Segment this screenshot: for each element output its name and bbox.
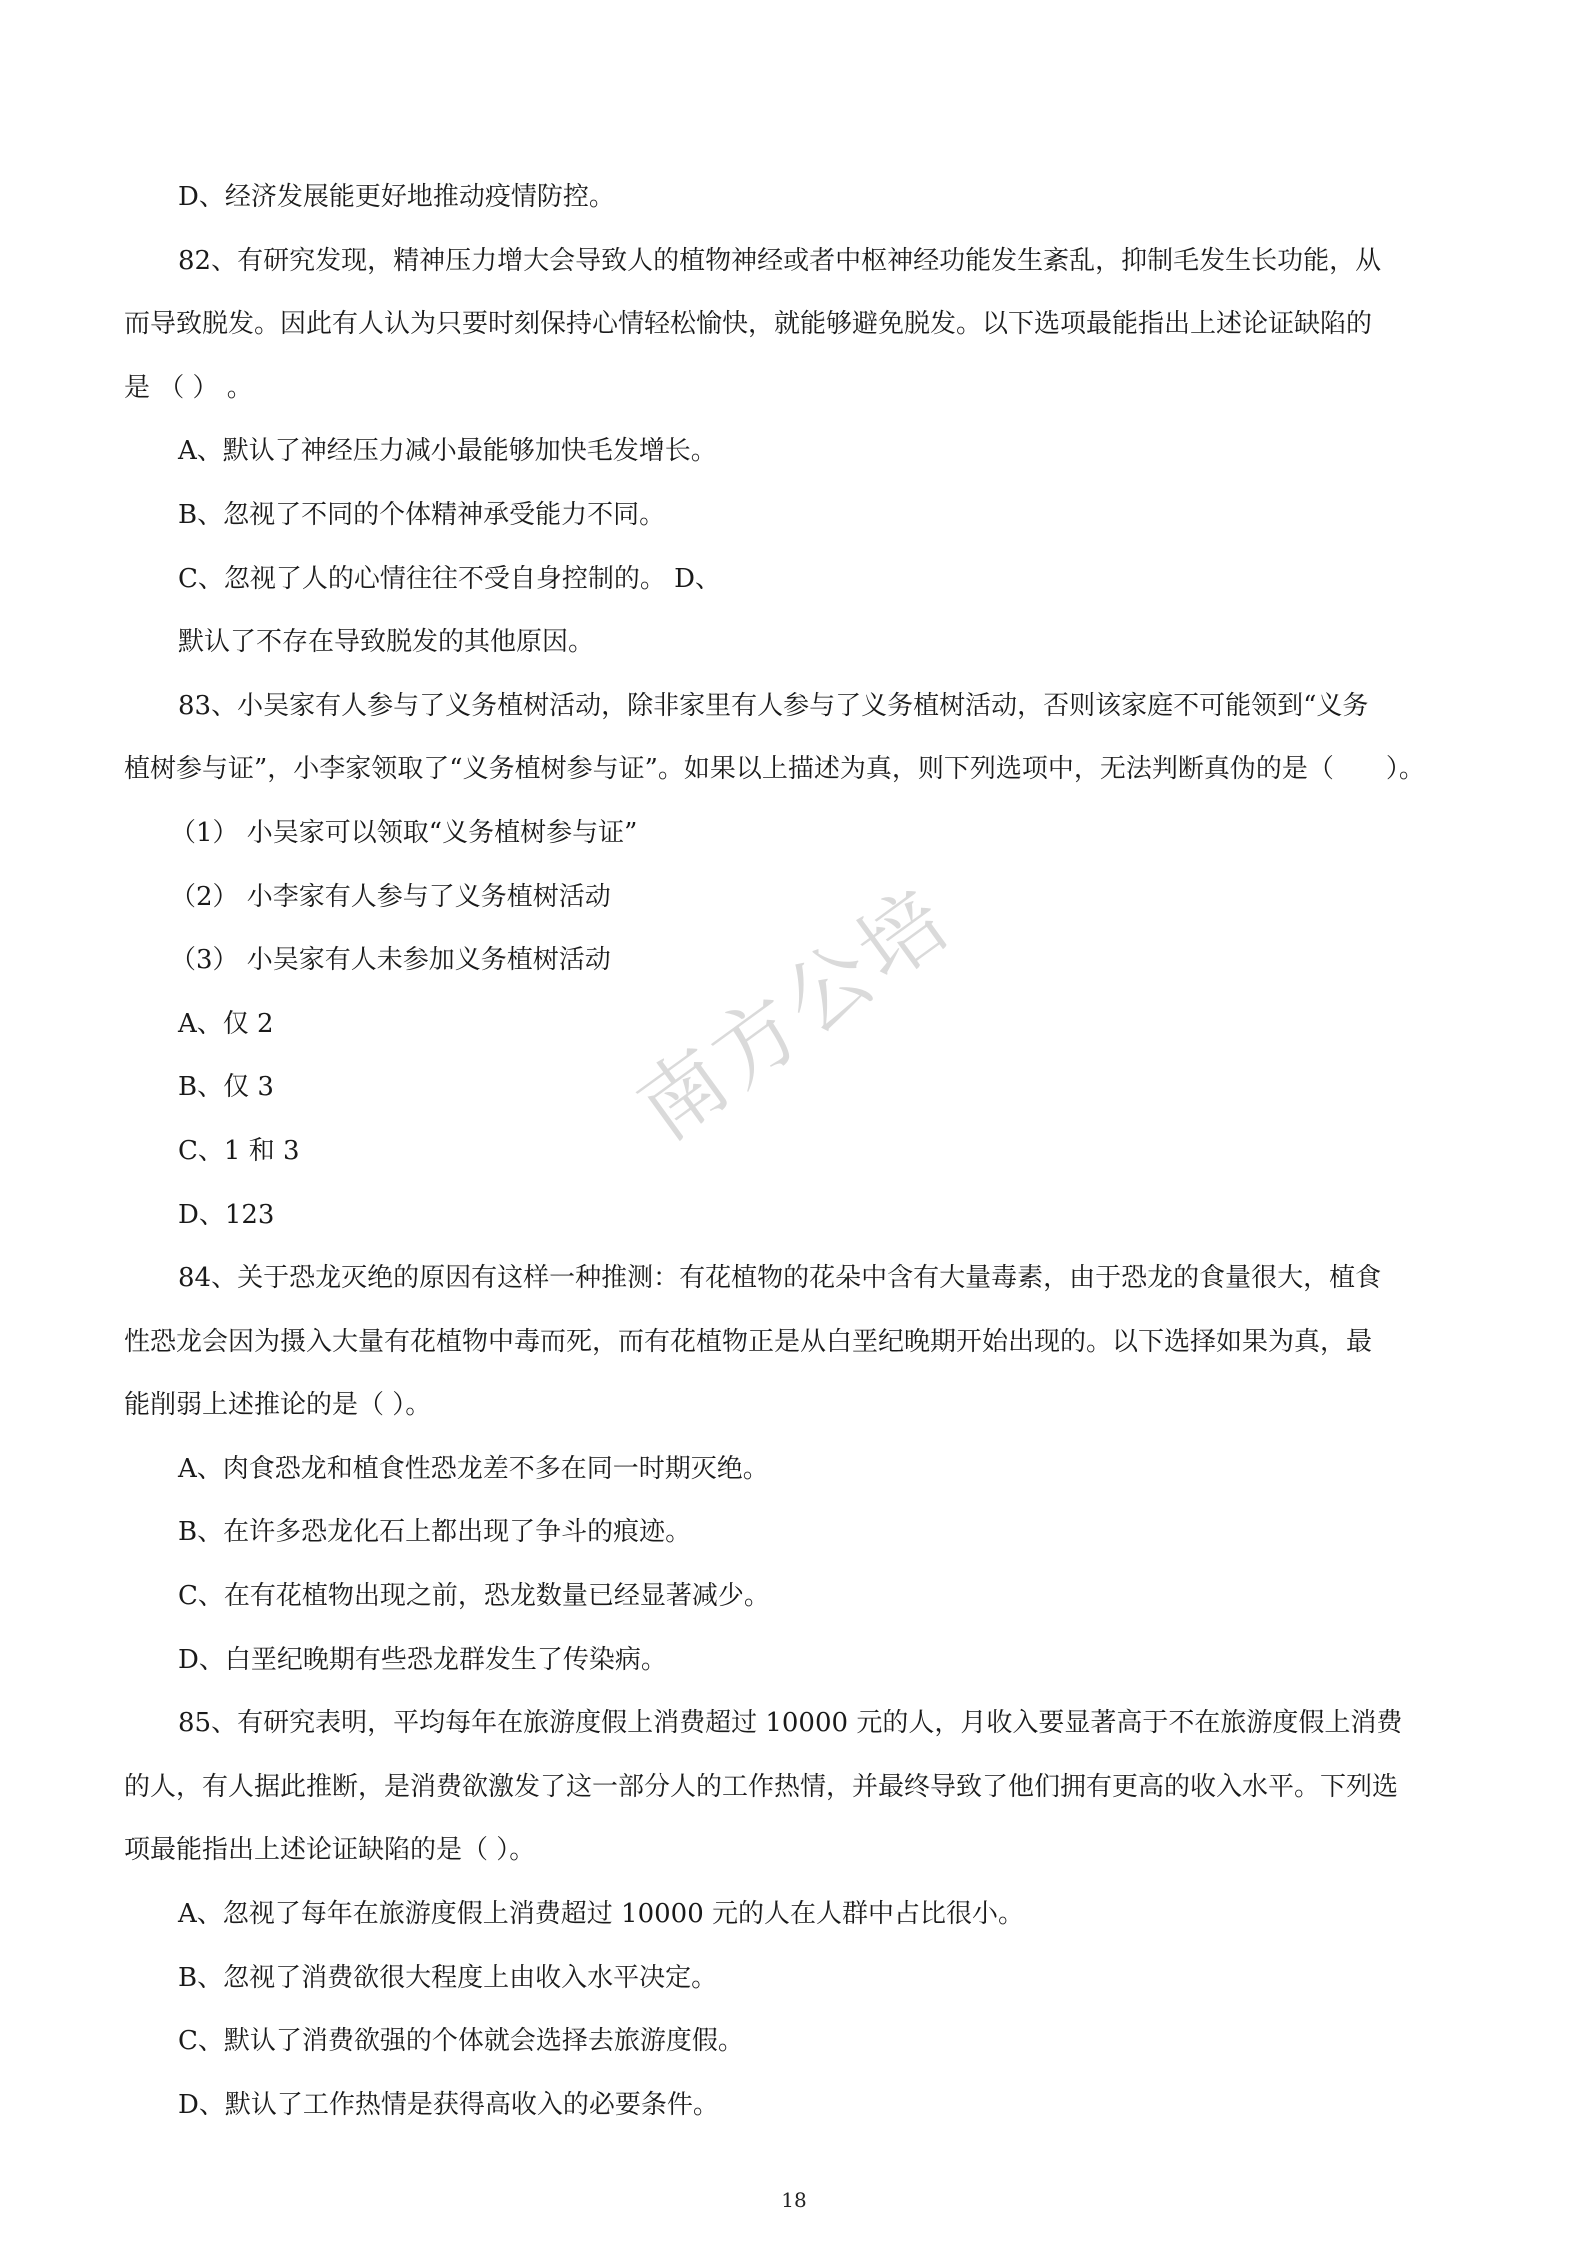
statement-2-q83: （2） 小李家有人参与了义务植树活动 [170,881,611,912]
statement-1-q83: （1） 小吴家可以领取“义务植树参与证” [170,817,638,848]
option-b-q85: B、忽视了消费欲很大程度上由收入水平决定。 [178,1962,718,1993]
watermark-text: 南方公培 [620,867,970,1159]
option-d-q81: D、经济发展能更好地推动疫情防控。 [178,182,615,212]
option-b-q84: B、在许多恐龙化石上都出现了争斗的痕迹。 [178,1517,692,1548]
question-83-line-2: 植树参与证”，小李家领取了“义务植树参与证”。如果以上描述为真，则下列选项中，无法判断真伪的是（ ）。 [124,754,1425,785]
option-c-q82: C、忽视了人的心情往往不受自身控制的。 D、 [178,563,722,594]
option-c-q85: C、默认了消费欲强的个体就会选择去旅游度假。 [178,2026,744,2057]
option-d-q82: 默认了不存在导致脱发的其他原因。 [178,627,595,658]
option-a-q82: A、默认了神经压力减小最能够加快毛发增长。 [178,436,717,467]
question-84-line-1: 84、关于恐龙灭绝的原因有这样一种推测：有花植物的花朵中含有大量毒素，由于恐龙的食量很大，植食 [178,1263,1382,1294]
question-82-line-1: 82、有研究发现，精神压力增大会导致人的植物神经或者中枢神经功能发生紊乱，抑制毛发生长功能，从 [178,245,1382,276]
option-a-q84: A、肉食恐龙和植食性恐龙差不多在同一时期灭绝。 [178,1453,769,1484]
question-84-line-3: 能削弱上述推论的是（ ）。 [124,1390,432,1421]
question-85-line-1: 85、有研究表明，平均每年在旅游度假上消费超过 10000 元的人，月收入要显著高于不在旅游度假上消费 [178,1708,1403,1739]
option-d-q83: D、123 [178,1199,275,1230]
page-number: 18 [781,2188,807,2212]
question-82-line-3: 是 （ ） 。 [124,372,253,403]
option-b-q82: B、忽视了不同的个体精神承受能力不同。 [178,499,666,530]
page-content [124,166,1474,2137]
question-85-line-3: 项最能指出上述论证缺陷的是（ ）。 [124,1835,536,1866]
option-d-q85: D、默认了工作热情是获得高收入的必要条件。 [178,2089,719,2120]
question-82-line-2: 而导致脱发。因此有人认为只要时刻保持心情轻松愉快，就能够避免脱发。以下选项最能指出上述论证缺陷的 [124,309,1373,340]
question-85-line-2: 的人，有人据此推断，是消费欲激发了这一部分人的工作热情，并最终导致了他们拥有更高的收入水平。下列选 [124,1771,1399,1802]
option-d-q84: D、白垩纪晚期有些恐龙群发生了传染病。 [178,1644,667,1675]
option-c-q84: C、在有花植物出现之前，恐龙数量已经显著减少。 [178,1581,770,1612]
option-b-q83: B、仅 3 [178,1072,274,1103]
question-84-line-2: 性恐龙会因为摄入大量有花植物中毒而死，而有花植物正是从白垩纪晚期开始出现的。以下选择如果为真，最 [124,1326,1373,1357]
option-a-q85: A、忽视了每年在旅游度假上消费超过 10000 元的人在人群中占比很小。 [178,1899,1025,1930]
option-c-q83: C、1 和 3 [178,1135,300,1166]
option-a-q83: A、仅 2 [178,1008,274,1039]
statement-3-q83: （3） 小吴家有人未参加义务植树活动 [170,945,611,976]
question-83-line-1: 83、小吴家有人参与了义务植树活动，除非家里有人参与了义务植树活动，否则该家庭不可能领到“义务 [178,690,1369,721]
